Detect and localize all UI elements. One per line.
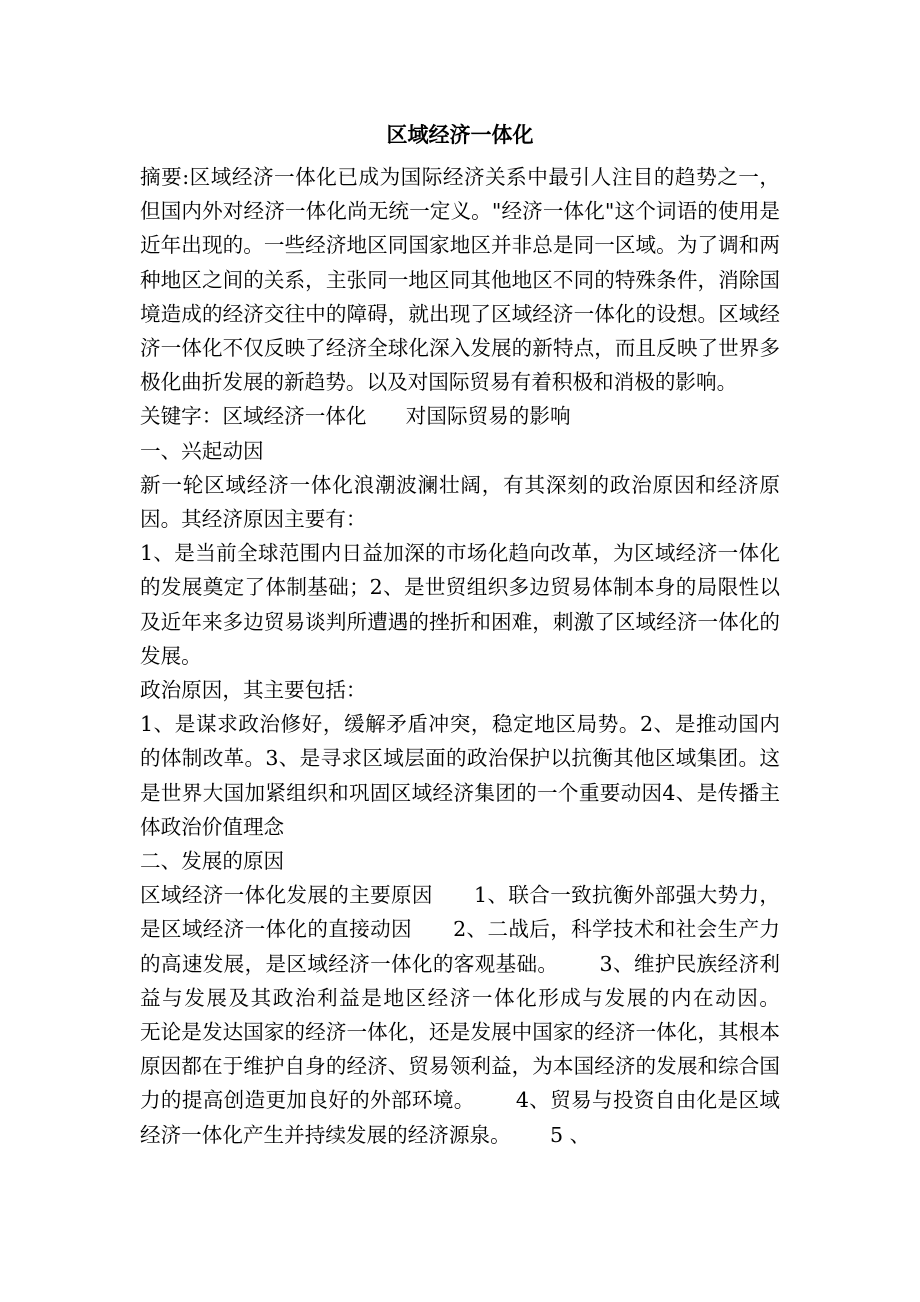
body-paragraph: 政治原因，其主要包括：: [140, 678, 367, 703]
section-heading-1: 一、兴起动因: [140, 438, 264, 463]
keywords-line: 关键字：区域经济一体化 对国际贸易的影响: [140, 404, 571, 429]
body-paragraph: 1、是谋求政治修好，缓解矛盾冲突，稳定地区局势。2、是推动国内的体制改革。3、是寻求区域层面的政治保护以抗衡其他区域集团。这是世界大国加紧组织和巩固区域经济集团的一个重要动因4、是传播主体政治价值理念: [140, 712, 780, 839]
document-title: 区域经济一体化: [386, 122, 534, 147]
body-paragraph: 新一轮区域经济一体化浪潮波澜壮阔，有其深刻的政治原因和经济原因。其经济原因主要有：: [140, 472, 780, 532]
abstract-paragraph: 摘要:区域经济一体化已成为国际经济关系中最引人注目的趋势之一，但国内外对经济一体化尚无统一定义。"经济一体化"这个词语的使用是近年出现的。一些经济地区同国家地区并非总是同一区域。为了调和两种地区之间的关系，主张同一地区同其他地区不同的特殊条件，消除国境造成的经济交往中的障碍，就出现了区域经济一体化的设想。区域经济一体化不仅反映了经济全球化深入发展的新特点，而且反映了世界多极化曲折发展的新趋势。以及对国际贸易有着积极和消极的影响。: [140, 165, 780, 395]
section-heading-2: 二、发展的原因: [140, 849, 285, 874]
body-paragraph: 区域经济一体化发展的主要原因 1、联合一致抗衡外部强大势力，是区域经济一体化的直接动因 2、二战后，科学技术和社会生产力的高速发展，是区域经济一体化的客观基础。 3、维护民族经济利益与发展及其政治利益是地区经济一体化形成与发展的内在动因。 无论是发达国家的经济一体化，还是发展中国家的经济一体化，其根本原因都在于维护自身的经济、贸易领利益，为本国经济的发展和综合国力的提高创造更加良好的外部环境。 4、贸易与投资自由化是区域经济一体化产生并持续发展的经济源泉。 5 、: [140, 883, 833, 1147]
document-body: [140, 160, 833, 1152]
body-paragraph: 1、是当前全球范围内日益加深的市场化趋向改革，为区域经济一体化的发展奠定了体制基础；2、是世贸组织多边贸易体制本身的局限性以及近年来多边贸易谈判所遭遇的挫折和困难，刺激了区域经济一体化的发展。: [140, 541, 780, 668]
